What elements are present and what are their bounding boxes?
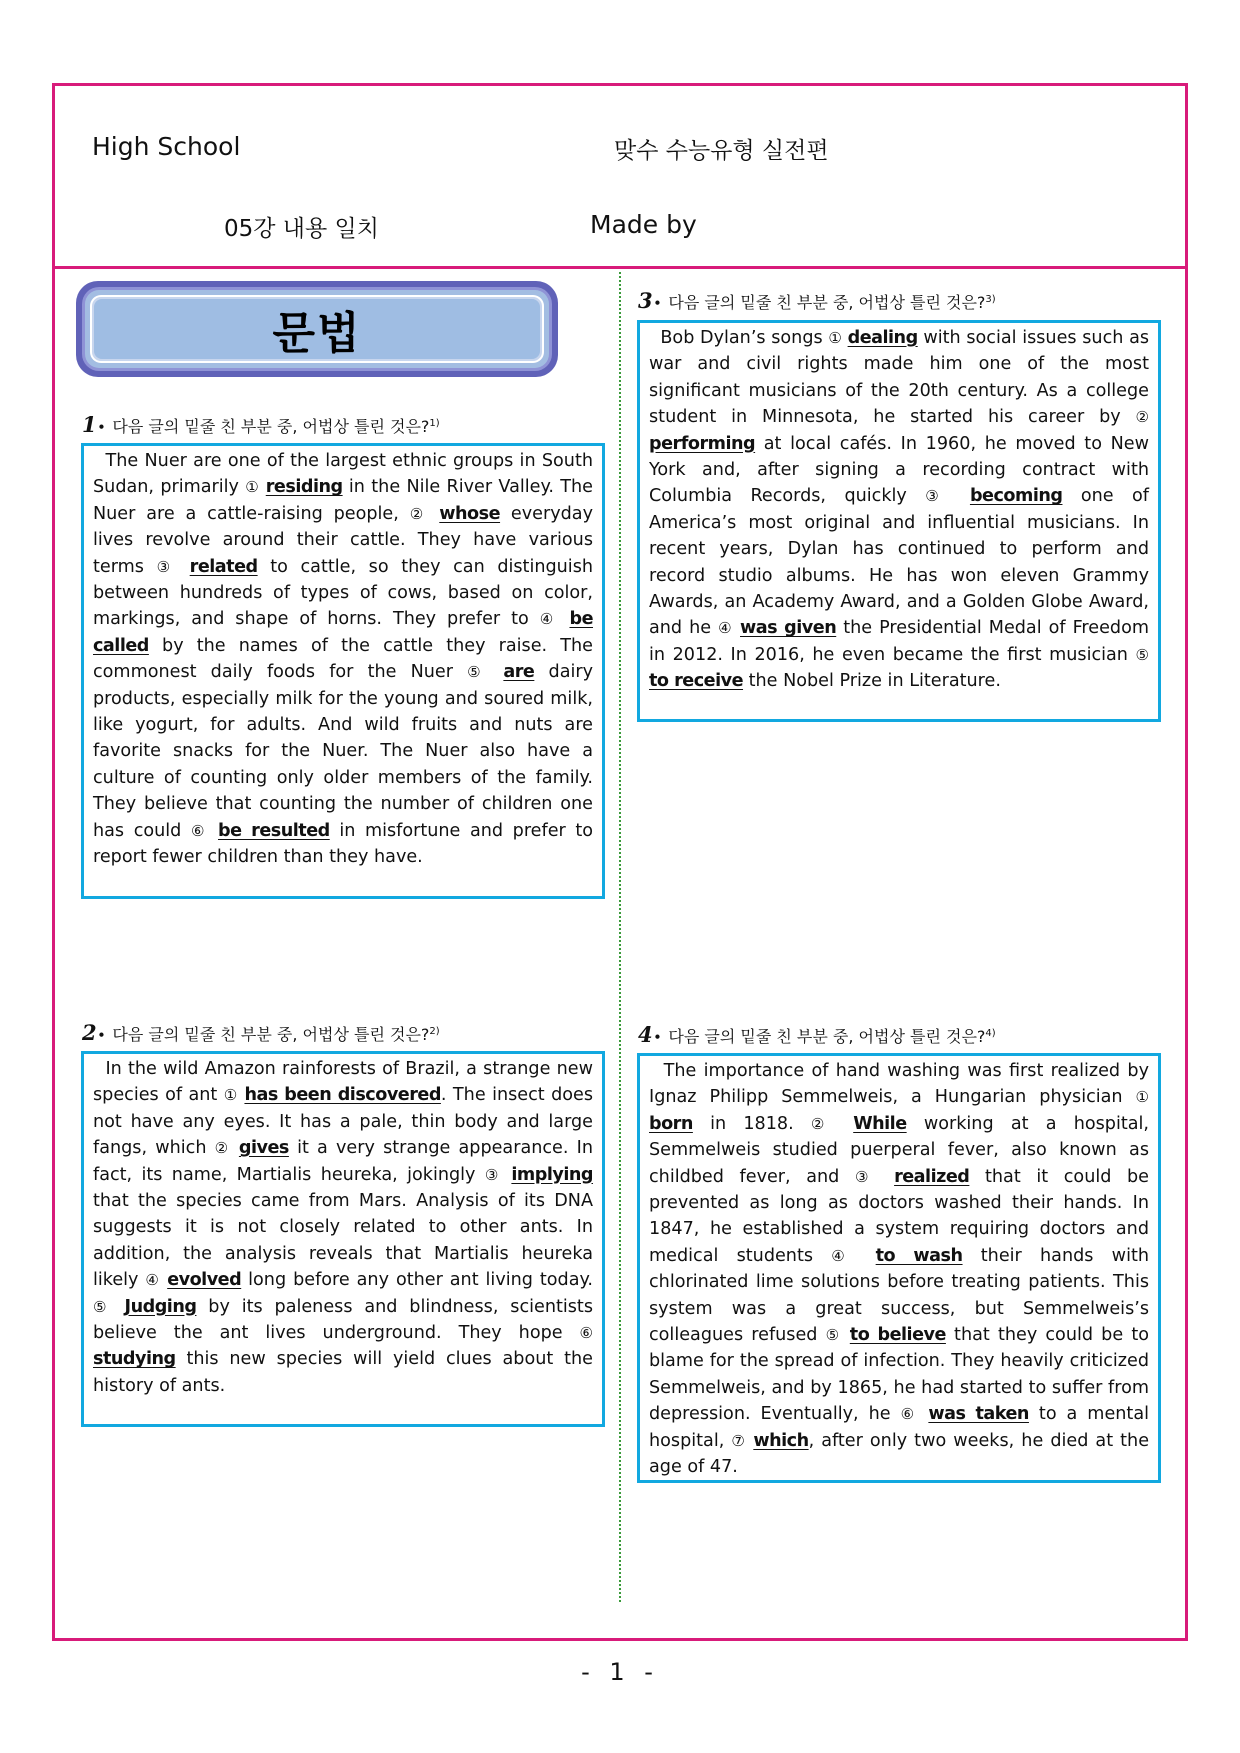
underlined-choice: becoming bbox=[969, 486, 1063, 507]
made-by-label: Made by bbox=[590, 210, 697, 239]
question-1-passage bbox=[81, 443, 605, 899]
passage-text: it a very strange appearance. In fact, its name, Martialis heureka, jokingly bbox=[93, 1138, 593, 1185]
choice-number: ③ bbox=[156, 557, 178, 576]
footnote-ref: 3) bbox=[985, 294, 996, 305]
passage-text bbox=[878, 1167, 894, 1187]
series-title: 맞수 수능유형 실전편 bbox=[614, 138, 829, 164]
passage-text: In the wild Amazon rainforests of Brazil, a strange new species of ant bbox=[93, 1059, 593, 1106]
question-number: 1 • bbox=[82, 412, 105, 437]
passage-text: that they could be to blame for the spread of infection. They heavily criticized Semmelweis, and by 1865, he had started to suffer from depression. Eventually, he bbox=[649, 1325, 1149, 1425]
passage-text: at local cafés. In 1960, he moved to New York and, after signing a recording contract with Columbia Records, quickly bbox=[649, 433, 1149, 507]
choice-number: ② bbox=[214, 1139, 231, 1158]
underlined-choice: realized bbox=[894, 1166, 970, 1187]
passage-text bbox=[842, 1325, 850, 1345]
footnote-ref: 4) bbox=[985, 1028, 996, 1039]
underlined-choice: which bbox=[753, 1430, 809, 1451]
choice-number: ⑤ bbox=[467, 663, 490, 682]
passage-text: in the Nile River Valley. The Nuer are a cattle-raising people, bbox=[93, 477, 593, 524]
passage-text bbox=[952, 486, 970, 506]
passage-text bbox=[231, 1138, 239, 1158]
question-3-label bbox=[638, 288, 996, 313]
passage-text: The importance of hand washing was first realized by Ignaz Philipp Semmelweis, a Hungarian physician bbox=[649, 1061, 1149, 1108]
passage-text: , after only two weeks, he died at the age of 47. bbox=[649, 1430, 1150, 1478]
underlined-choice: was given bbox=[740, 618, 837, 639]
passage-text: to a mental hospital, bbox=[649, 1404, 1149, 1451]
underlined-choice: dealing bbox=[847, 328, 918, 348]
passage-text: their hands with chlorinated lime solutions before treating patients. This system was a great success, but Semmelweis’s colleagues refused bbox=[649, 1245, 1150, 1346]
choice-number: ③ bbox=[484, 1165, 503, 1184]
passage-text: that the species came from Mars. Analysis of its DNA suggests it is not closely related to other ants. In addition, the analysis reveals that Martialis heureka likely bbox=[93, 1191, 593, 1291]
passage-text bbox=[177, 557, 190, 577]
choice-number: ⑥ bbox=[900, 1405, 919, 1424]
choice-number: ④ bbox=[831, 1246, 858, 1265]
question-prompt: 다음 글의 밑줄 친 부분 중, 어법상 틀린 것은? bbox=[668, 293, 986, 312]
choice-number: ⑥ bbox=[190, 821, 209, 840]
passage-text: everyday lives revolve around their cattle. They have various terms bbox=[93, 503, 593, 577]
choice-number: ② bbox=[409, 504, 429, 523]
choice-number: ② bbox=[810, 1114, 836, 1133]
level-label: High School bbox=[92, 132, 241, 161]
passage-text: the Nobel Prize in Literature. bbox=[743, 671, 1001, 692]
passage-text: Bob Dylan’s songs bbox=[649, 328, 829, 348]
underlined-choice: to receive bbox=[649, 671, 744, 692]
section-title-box bbox=[76, 281, 558, 377]
underlined-choice: residing bbox=[265, 477, 343, 498]
question-prompt: 다음 글의 밑줄 친 부분 중, 어법상 틀린 것은? bbox=[668, 1027, 986, 1046]
underlined-choice: While bbox=[853, 1113, 907, 1134]
page-number: - 1 - bbox=[581, 1658, 659, 1686]
question-number: 4 • bbox=[638, 1022, 661, 1047]
passage-text bbox=[733, 618, 740, 638]
passage-text bbox=[857, 1246, 875, 1266]
choice-number: ⑤ bbox=[825, 1326, 842, 1345]
choice-number: ④ bbox=[145, 1271, 161, 1290]
underlined-choice: to wash bbox=[875, 1245, 963, 1266]
choice-number: ⑤ bbox=[1135, 645, 1149, 664]
header-divider bbox=[52, 266, 1188, 269]
passage-text: the Presidential Medal of Freedom in 2012. In 2016, he even became the first musician bbox=[649, 618, 1150, 665]
choice-number: ① bbox=[223, 1086, 239, 1105]
passage-text bbox=[208, 821, 218, 841]
underlined-choice: related bbox=[189, 556, 258, 577]
passage-text: working at a hospital, Semmelweis studied puerperal fever, also known as childbed fever, and bbox=[649, 1113, 1150, 1187]
passage-text bbox=[836, 1114, 853, 1134]
passage-text bbox=[559, 609, 570, 629]
passage-text: by its paleness and blindness, scientists believe the ant lives underground. They hope bbox=[93, 1296, 593, 1344]
question-number: 3 • bbox=[638, 288, 661, 313]
footnote-ref: 1) bbox=[429, 418, 440, 429]
passage-text: one of America’s most original and influential musicians. In recent years, Dylan has continued to perform and record studio albums. He has won eleven Grammy Awards, an Academy Award, and a Golden Globe Award, and he bbox=[649, 486, 1149, 639]
question-number: 2 • bbox=[82, 1020, 105, 1045]
choice-number: ① bbox=[828, 329, 842, 347]
underlined-choice: be called bbox=[93, 609, 593, 656]
passage-text: by the names of the cattle they raise. The commonest daily foods for the Nuer bbox=[93, 635, 593, 683]
question-2-label bbox=[82, 1020, 440, 1045]
choice-number: ④ bbox=[539, 610, 559, 629]
underlined-choice: performing bbox=[649, 433, 756, 454]
underlined-choice: was taken bbox=[928, 1404, 1029, 1425]
choice-number: ② bbox=[1135, 408, 1149, 427]
underlined-choice: evolved bbox=[167, 1270, 242, 1291]
question-3-passage bbox=[637, 320, 1161, 722]
choice-number: ① bbox=[1135, 1088, 1149, 1107]
passage-text bbox=[918, 1404, 928, 1424]
choice-number: ⑥ bbox=[579, 1324, 593, 1343]
passage-text: The Nuer are one of the largest ethnic groups in South Sudan, primarily bbox=[93, 451, 593, 498]
question-4-passage bbox=[637, 1053, 1161, 1483]
choice-number: ④ bbox=[718, 619, 733, 638]
question-1-label bbox=[82, 412, 440, 437]
passage-text bbox=[113, 1297, 125, 1317]
passage-text: to cattle, so they can distinguish between hundreds of types of cows, based on color, markings, and shape of horns. They prefer to bbox=[93, 556, 594, 630]
passage-text: this new species will yield clues about the history of ants. bbox=[93, 1349, 593, 1396]
section-title: 문법 bbox=[94, 299, 540, 359]
passage-text: . The insect does not have any eyes. It has a pale, thin body and large fangs, which bbox=[93, 1085, 594, 1159]
underlined-choice: be resulted bbox=[218, 820, 330, 841]
underlined-choice: are bbox=[503, 662, 535, 683]
underlined-choice: studying bbox=[93, 1349, 176, 1370]
choice-number: ⑤ bbox=[93, 1297, 113, 1316]
passage-text bbox=[502, 1165, 511, 1185]
passage-text: in 1818. bbox=[692, 1113, 811, 1134]
choice-number: ③ bbox=[925, 487, 952, 506]
passage-text: that it could be prevented as long as doctors washed their hands. In 1847, he established a system requiring doctors and medical students bbox=[649, 1166, 1150, 1266]
passage-text bbox=[428, 504, 439, 524]
passage-text: long before any other ant living today. bbox=[241, 1270, 593, 1291]
question-prompt: 다음 글의 밑줄 친 부분 중, 어법상 틀린 것은? bbox=[112, 1025, 430, 1044]
question-4-label bbox=[638, 1022, 996, 1047]
question-2-passage bbox=[81, 1051, 605, 1427]
column-divider bbox=[619, 272, 621, 1602]
underlined-choice: whose bbox=[439, 503, 501, 524]
underlined-choice: implying bbox=[511, 1164, 593, 1185]
lesson-title: 05강 내용 일치 bbox=[224, 216, 379, 242]
underlined-choice: gives bbox=[238, 1138, 289, 1159]
underlined-choice: Judging bbox=[124, 1296, 197, 1317]
passage-text: with social issues such as war and civil rights made him one of the most significant musicians of the 20th century. As a college student in Minnesota, he started his career by bbox=[649, 328, 1150, 428]
choice-number: ① bbox=[245, 478, 260, 497]
question-prompt: 다음 글의 밑줄 친 부분 중, 어법상 틀린 것은? bbox=[112, 417, 430, 436]
underlined-choice: has been discovered bbox=[244, 1085, 441, 1106]
passage-text: dairy products, especially milk for the young and soured milk, like yogurt, for adults. And wild fruits and nuts are favorite snacks for the Nuer. The Nuer also have a culture of counting only older members of the family. They believe that counting the number of children one has could bbox=[93, 662, 594, 841]
choice-number: ③ bbox=[854, 1167, 879, 1186]
choice-number: ⑦ bbox=[731, 1431, 747, 1450]
underlined-choice: born bbox=[649, 1113, 693, 1134]
underlined-choice: to believe bbox=[849, 1325, 946, 1346]
passage-text bbox=[489, 662, 503, 682]
footnote-ref: 2) bbox=[429, 1026, 440, 1037]
passage-text: in misfortune and prefer to report fewer children than they have. bbox=[93, 820, 594, 868]
